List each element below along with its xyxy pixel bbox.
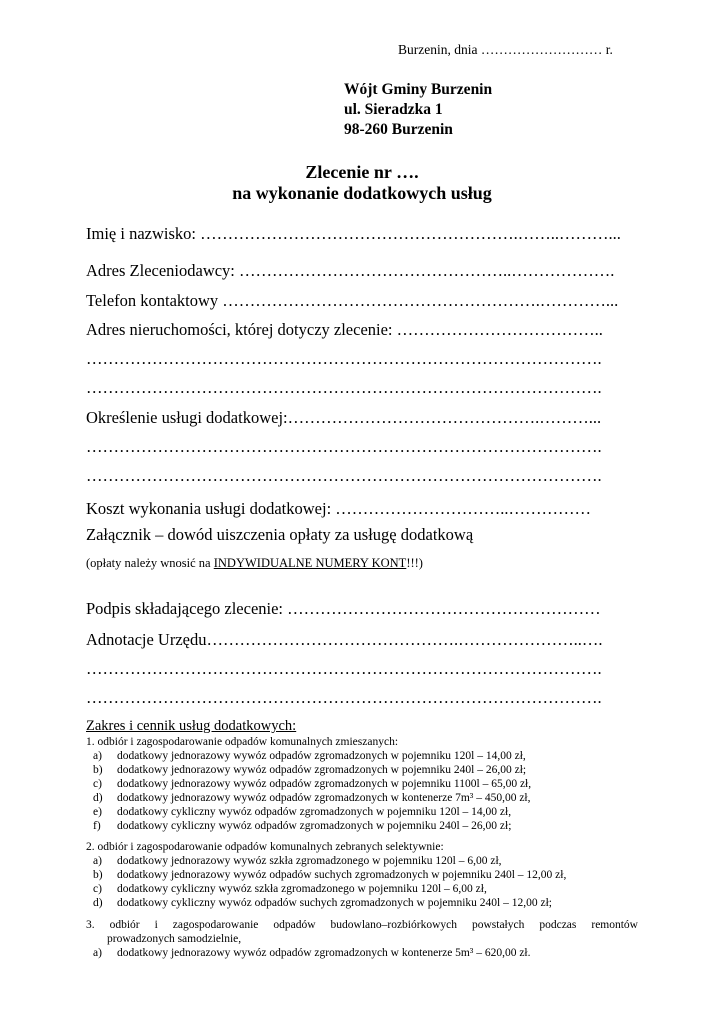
payment-note-emphasis: INDYWIDUALNE NUMERY KONT [213,556,407,570]
list-item-text: dodatkowy jednorazowy wywóz szkła zgromadzonego w pojemniku 120l – 6,00 zł, [117,855,502,867]
attachment-line: Załącznik – dowód uiszczenia opłaty za usługę dodatkową [86,525,474,544]
pricing-section-1-heading: 1. odbiór i zagospodarowanie odpadów komunalnych zmieszanych: [86,736,399,748]
list-item-letter: a) [93,750,102,762]
payment-note-suffix: !!!) [406,556,423,570]
pricing-title: Zakres i cennik usług dodatkowych: [86,718,297,734]
list-item-text: dodatkowy cykliczny wywóz odpadów zgromadzonych w pojemniku 240l – 26,00 zł; [117,820,512,832]
list-item-text: dodatkowy cykliczny wywóz odpadów suchych zgromadzonych w pojemniku 240l – 12,00 zł; [117,897,552,909]
service-continuation-line: …………………………………………………………………………………. [86,466,602,485]
list-item [93,883,487,897]
list-item [93,869,566,883]
property-continuation-line: …………………………………………………………………………………. [86,349,602,368]
recipient-name: Wójt Gminy Burzenin [344,81,493,98]
list-item [93,778,531,792]
list-item [93,792,531,806]
date-line: Burzenin, dnia ……………………… r. [398,42,613,57]
service-continuation-line: …………………………………………………………………………………. [86,437,602,456]
list-item-letter: f) [93,820,101,832]
pricing-section-3-heading: 3. odbiór i zagospodarowanie odpadów budowlano–rozbiórkowych powstałych podczas remontów [86,919,638,931]
list-item-text: dodatkowy jednorazowy wywóz odpadów zgromadzonych w kontenerze 5m³ – 620,00 zł. [117,947,531,959]
cost-field: Koszt wykonania usługi dodatkowej: …………………………..…………… [86,499,592,518]
list-item-letter: d) [93,792,103,804]
payment-note-prefix: (opłaty należy wnosić na [86,556,214,570]
list-item-text: dodatkowy jednorazowy wywóz odpadów zgromadzonych w pojemniku 1100l – 65,00 zł, [117,778,532,790]
office-continuation-line: …………………………………………………………………………………. [86,688,602,707]
list-item-letter: b) [93,869,103,881]
list-item-text: dodatkowy jednorazowy wywóz odpadów zgromadzonych w kontenerze 7m³ – 450,00 zł, [117,792,531,804]
name-field: Imię i nazwisko: ………………………………………………….……..………... [86,224,621,243]
pricing-section-2-heading: 2. odbiór i zagospodarowanie odpadów komunalnych zebranych selektywnie: [86,841,444,853]
list-item-letter: a) [93,947,102,959]
list-item-text: dodatkowy jednorazowy wywóz odpadów zgromadzonych w pojemniku 120l – 14,00 zł, [117,750,526,762]
list-item-text: dodatkowy jednorazowy wywóz odpadów suchych zgromadzonych w pojemniku 240l – 12,00 zł, [117,869,567,881]
office-notes-field: Adnotacje Urzędu……………………………………….…………………..…. [86,630,603,649]
list-item-text: dodatkowy cykliczny wywóz szkła zgromadzonego w pojemniku 120l – 6,00 zł, [117,883,487,895]
list-item-letter: b) [93,764,103,776]
list-item [93,855,502,869]
list-item-text: dodatkowy jednorazowy wywóz odpadów zgromadzonych w pojemniku 240l – 26,00 zł; [117,764,527,776]
list-item [93,806,511,820]
recipient-postal: 98-260 Burzenin [344,121,453,138]
office-continuation-line: …………………………………………………………………………………. [86,659,602,678]
pricing-section-3-heading-continuation: prowadzonych samodzielnie, [107,933,242,945]
property-field: Adres nieruchomości, której dotyczy zlecenie: ……………………………….. [86,320,603,339]
document-title: Zlecenie nr …. [305,162,419,182]
list-item-letter: a) [93,855,102,867]
list-item-letter: d) [93,897,103,909]
list-item [93,897,552,911]
list-item-letter: c) [93,883,102,895]
property-continuation-line: …………………………………………………………………………………. [86,378,602,397]
document-subtitle: na wykonanie dodatkowych usług [232,183,492,203]
list-item-text: dodatkowy cykliczny wywóz odpadów zgromadzonych w pojemniku 120l – 14,00 zł, [117,806,512,818]
phone-field: Telefon kontaktowy ………………………………………………….…………... [86,291,619,310]
signature-field: Podpis składającego zlecenie: ………………………………………………… [86,599,601,618]
service-field: Określenie usługi dodatkowej:……………………………………….………... [86,408,602,427]
list-item-letter: c) [93,778,102,790]
list-item [93,947,531,961]
list-item [93,820,511,834]
list-item [93,764,526,778]
address-field: Adres Zleceniodawcy: …………………………………………..………………. [86,261,615,280]
list-item-letter: e) [93,806,102,818]
payment-note [86,556,423,571]
list-item [93,750,526,764]
recipient-street: ul. Sieradzka 1 [344,101,443,118]
